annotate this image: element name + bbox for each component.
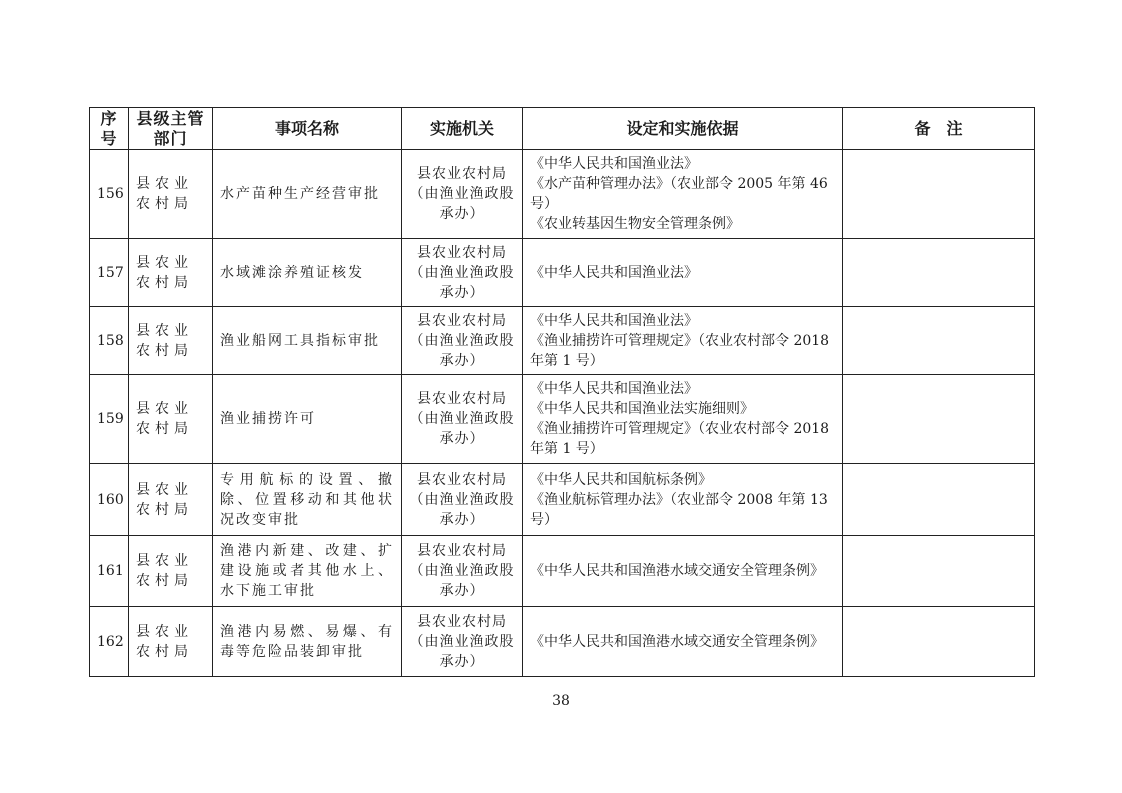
cell-name: 渔业捕捞许可 [213, 375, 402, 464]
cell-dept: 县农业农村局 [129, 307, 213, 375]
cell-org: 县农业农村局（由渔业渔政股承办） [402, 307, 523, 375]
table-row [90, 464, 1035, 536]
table-row [90, 375, 1035, 464]
cell-note [843, 239, 1035, 307]
table-row [90, 150, 1035, 239]
cell-seq: 161 [90, 536, 129, 607]
cell-dept: 县农业农村局 [129, 150, 213, 239]
cell-basis [523, 464, 843, 536]
table-row [90, 239, 1035, 307]
cell-basis [523, 536, 843, 607]
basis-item: 《农业转基因生物安全管理条例》 [530, 216, 740, 232]
cell-name: 渔港内新建、改建、扩建设施或者其他水上、水下施工审批 [213, 536, 402, 607]
cell-note [843, 464, 1035, 536]
cell-note [843, 307, 1035, 375]
basis-item: 《渔业捕捞许可管理规定》（农业农村部令 2018 年第 1 号） [530, 332, 830, 369]
header-name: 事项名称 [213, 108, 402, 150]
basis-item: 《中华人民共和国渔业法》 [530, 264, 698, 281]
basis-item: 《中华人民共和国渔港水域交通安全管理条例》 [530, 563, 824, 579]
cell-name: 水产苗种生产经营审批 [213, 150, 402, 239]
basis-item: 《水产苗种管理办法》（农业部令 2005 年第 46 号） [530, 176, 828, 212]
cell-org: 县农业农村局（由渔业渔政股承办） [402, 239, 523, 307]
basis-item: 《中华人民共和国渔业法》 [530, 381, 698, 397]
table-row [90, 607, 1035, 677]
cell-basis [523, 307, 843, 375]
cell-seq: 158 [90, 307, 129, 375]
cell-dept: 县农业农村局 [129, 239, 213, 307]
cell-name: 水域滩涂养殖证核发 [213, 239, 402, 307]
cell-dept: 县农业农村局 [129, 536, 213, 607]
table-header-row [90, 108, 1035, 150]
cell-basis [523, 239, 843, 307]
basis-item: 《中华人民共和国渔业法》 [530, 312, 698, 329]
cell-basis [523, 607, 843, 677]
basis-item: 《中华人民共和国航标条例》 [530, 471, 712, 488]
cell-org: 县农业农村局（由渔业渔政股承办） [402, 375, 523, 464]
cell-basis [523, 375, 843, 464]
cell-org: 县农业农村局（由渔业渔政股承办） [402, 150, 523, 239]
header-basis: 设定和实施依据 [523, 108, 843, 150]
cell-dept: 县农业农村局 [129, 464, 213, 536]
cell-name: 渔港内易燃、易爆、有毒等危险品装卸审批 [213, 607, 402, 677]
cell-seq: 156 [90, 150, 129, 239]
cell-seq: 162 [90, 607, 129, 677]
approval-items-table [89, 107, 1035, 677]
basis-item: 《中华人民共和国渔业法》 [530, 156, 698, 172]
cell-dept: 县农业农村局 [129, 607, 213, 677]
header-org: 实施机关 [402, 108, 523, 150]
cell-org: 县农业农村局（由渔业渔政股承办） [402, 464, 523, 536]
basis-item: 《渔业捕捞许可管理规定》（农业农村部令 2018 年第 1 号） [530, 421, 830, 457]
header-dept: 县级主管部门 [129, 108, 213, 150]
table-row [90, 536, 1035, 607]
table-row [90, 307, 1035, 375]
basis-item: 《中华人民共和国渔业法实施细则》 [530, 401, 754, 417]
cell-note [843, 536, 1035, 607]
page-number: 38 [552, 693, 570, 709]
cell-basis [523, 150, 843, 239]
cell-dept: 县农业农村局 [129, 375, 213, 464]
cell-note [843, 607, 1035, 677]
header-seq: 序号 [90, 108, 129, 150]
basis-item: 《渔业航标管理办法》（农业部令 2008 年第 13 号） [530, 491, 828, 528]
header-note: 备 注 [843, 108, 1035, 150]
cell-name: 专用航标的设置、撤除、位置移动和其他状况改变审批 [213, 464, 402, 536]
basis-item: 《中华人民共和国渔港水域交通安全管理条例》 [530, 633, 824, 650]
cell-name: 渔业船网工具指标审批 [213, 307, 402, 375]
cell-note [843, 150, 1035, 239]
cell-org: 县农业农村局（由渔业渔政股承办） [402, 536, 523, 607]
cell-seq: 157 [90, 239, 129, 307]
cell-org: 县农业农村局（由渔业渔政股承办） [402, 607, 523, 677]
cell-seq: 159 [90, 375, 129, 464]
cell-note [843, 375, 1035, 464]
cell-seq: 160 [90, 464, 129, 536]
